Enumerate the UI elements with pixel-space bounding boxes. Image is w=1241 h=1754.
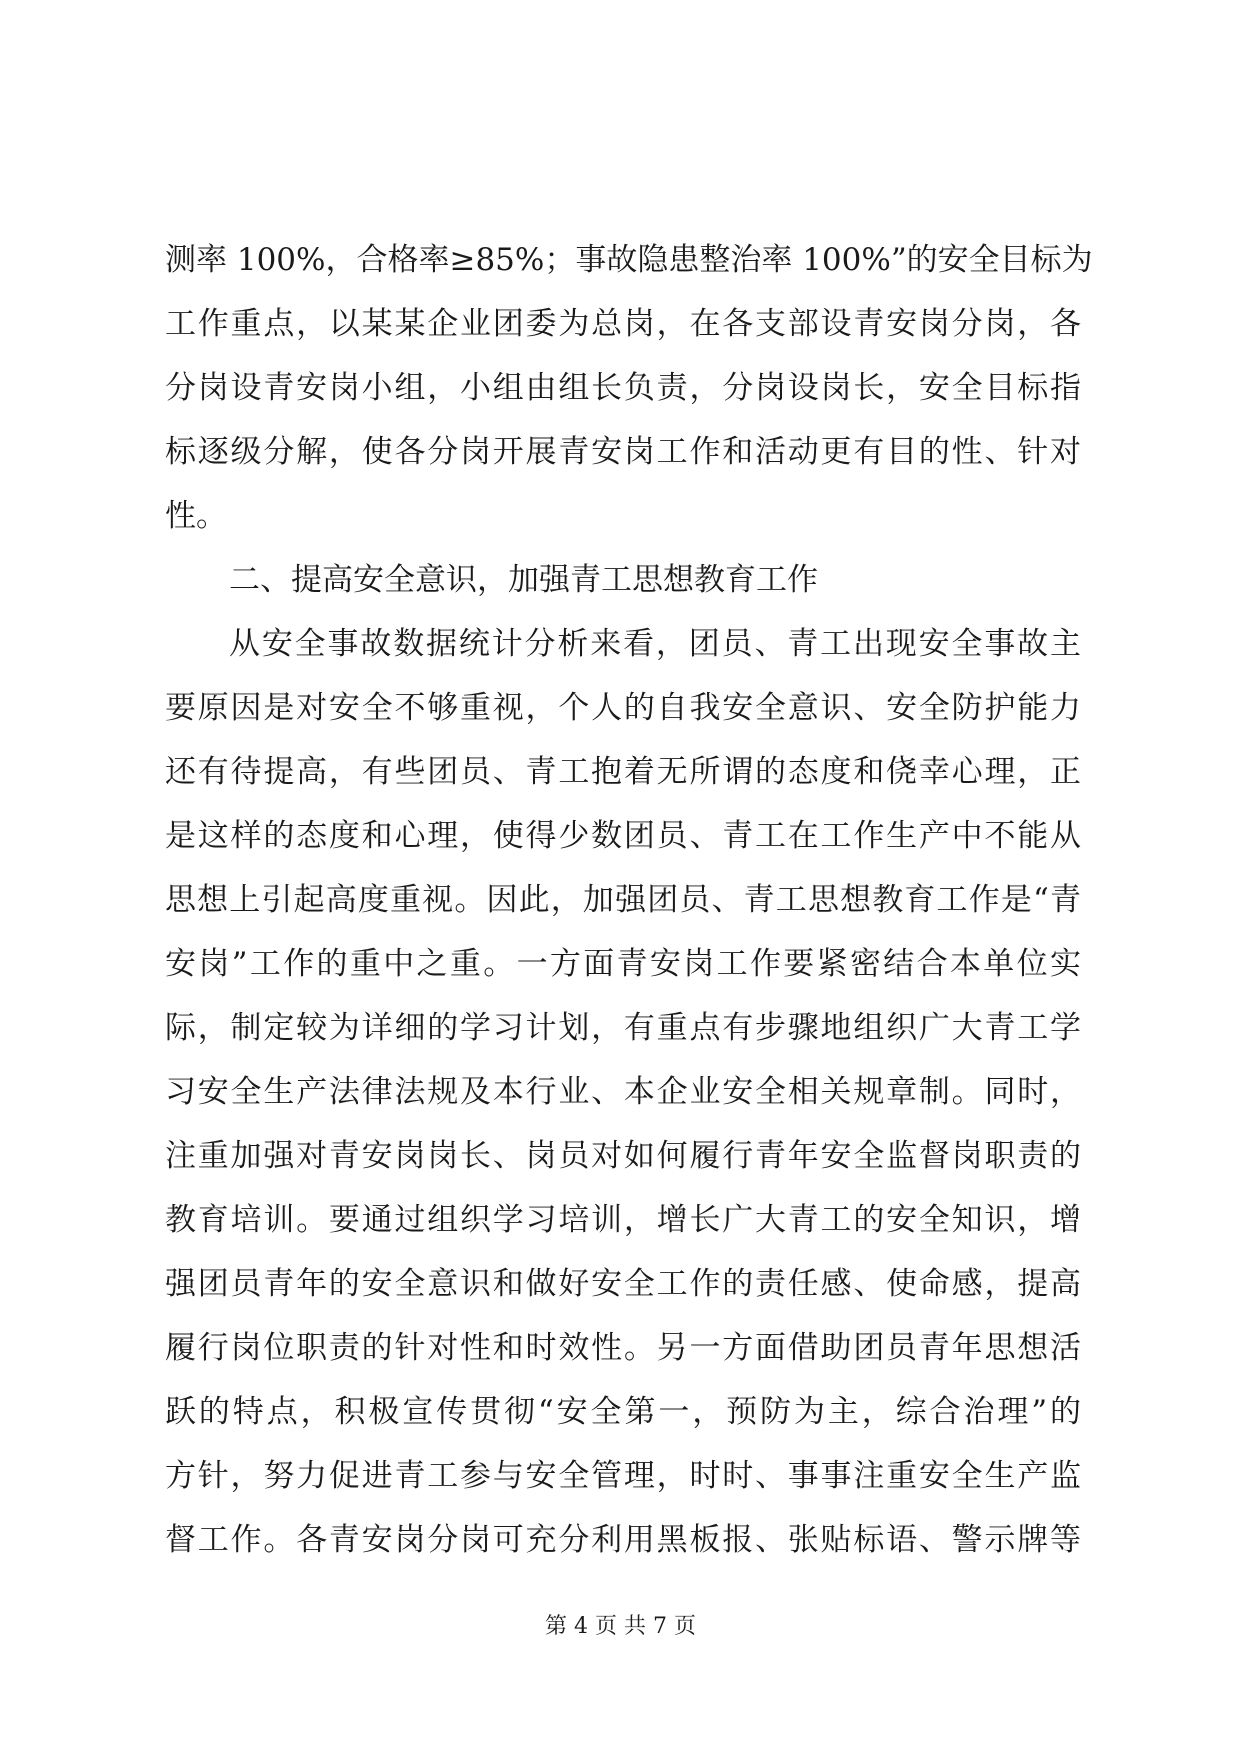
text-line: 分岗设青安岗小组，小组由组长负责，分岗设岗长，安全目标指 — [165, 370, 1081, 406]
text-line: 标逐级分解，使各分岗开展青安岗工作和活动更有目的性、针对 — [165, 434, 1081, 470]
text-line: 二、提高安全意识，加强青工思想教育工作 — [229, 562, 818, 598]
text-line: 还有待提高，有些团员、青工抱着无所谓的态度和侥幸心理，正 — [165, 754, 1081, 790]
page-footer: 第 4 页 共 7 页 — [545, 1614, 696, 1639]
text-line: 注重加强对青安岗岗长、岗员对如何履行青年安全监督岗职责的 — [165, 1138, 1081, 1174]
text-line: 性。 — [165, 498, 227, 534]
text-line: 习安全生产法律法规及本行业、本企业安全相关规章制。同时， — [165, 1074, 1081, 1110]
text-line: 跃的特点，积极宣传贯彻“安全第一，预防为主，综合治理”的 — [165, 1394, 1081, 1430]
text-line: 教育培训。要通过组织学习培训，增长广大青工的安全知识，增 — [165, 1202, 1081, 1238]
text-line: 思想上引起高度重视。因此，加强团员、青工思想教育工作是“青 — [165, 882, 1081, 918]
text-line: 履行岗位职责的针对性和时效性。另一方面借助团员青年思想活 — [165, 1330, 1081, 1366]
text-line: 从安全事故数据统计分析来看，团员、青工出现安全事故主 — [229, 626, 1081, 662]
text-line: 方针，努力促进青工参与安全管理，时时、事事注重安全生产监 — [165, 1458, 1081, 1494]
text-line: 工作重点，以某某企业团委为总岗，在各支部设青安岗分岗，各 — [165, 306, 1081, 342]
text-line: 安岗”工作的重中之重。一方面青安岗工作要紧密结合本单位实 — [165, 946, 1081, 982]
text-line: 强团员青年的安全意识和做好安全工作的责任感、使命感，提高 — [165, 1266, 1081, 1302]
text-line: 督工作。各青安岗分岗可充分利用黑板报、张贴标语、警示牌等 — [165, 1522, 1081, 1558]
text-line: 是这样的态度和心理，使得少数团员、青工在工作生产中不能从 — [165, 818, 1081, 854]
body-text — [165, 228, 1093, 1572]
text-line: 际，制定较为详细的学习计划，有重点有步骤地组织广大青工学 — [165, 1010, 1081, 1046]
text-line: 要原因是对安全不够重视，个人的自我安全意识、安全防护能力 — [165, 690, 1081, 726]
text-line: 测率 100%，合格率≥85%；事故隐患整治率 100%”的安全目标为 — [165, 242, 1093, 278]
